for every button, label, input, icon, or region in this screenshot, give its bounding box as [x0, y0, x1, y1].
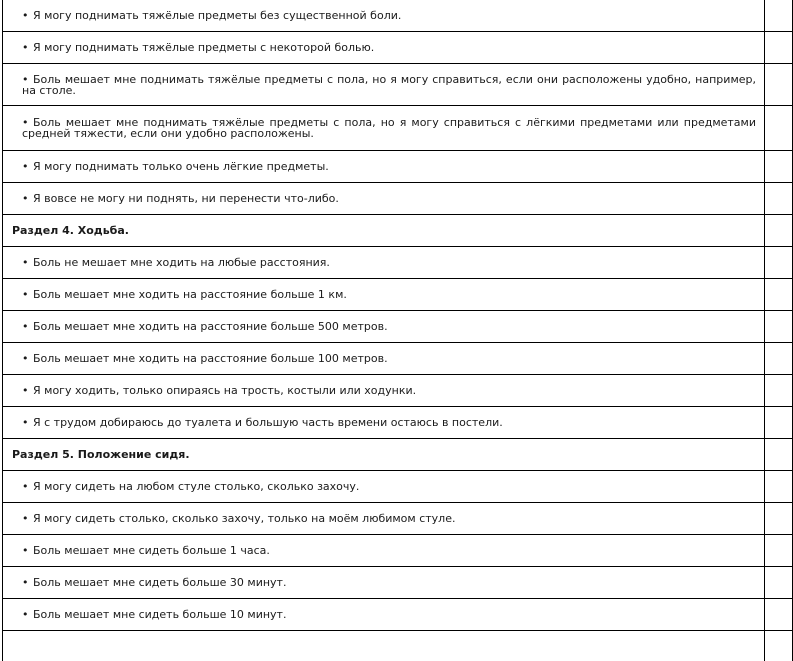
- option-cell: [3, 64, 765, 106]
- score-cell[interactable]: [765, 106, 793, 151]
- table-row: [3, 599, 793, 631]
- score-cell[interactable]: [765, 471, 793, 503]
- bullet-icon: •: [22, 481, 33, 492]
- section-heading: Раздел 4. Ходьба.: [3, 215, 765, 247]
- bullet-icon: •: [22, 74, 33, 85]
- score-cell[interactable]: [765, 311, 793, 343]
- option-cell: [3, 503, 765, 535]
- score-cell[interactable]: [765, 567, 793, 599]
- option-cell: [3, 247, 765, 279]
- option-cell: [3, 106, 765, 151]
- score-cell[interactable]: [765, 279, 793, 311]
- bullet-icon: •: [22, 417, 33, 428]
- option-text: Я могу поднимать тяжёлые предметы с некоторой болью.: [33, 41, 374, 54]
- table-row: [3, 106, 793, 151]
- option-cell: [3, 631, 765, 661]
- option-cell: [3, 535, 765, 567]
- option-text: Боль мешает мне сидеть больше 30 минут.: [33, 576, 286, 589]
- score-cell[interactable]: [765, 247, 793, 279]
- option-cell: [3, 151, 765, 183]
- score-cell: [765, 439, 793, 471]
- option-text: Боль не мешает мне ходить на любые расстояния.: [33, 256, 330, 269]
- score-cell: [765, 215, 793, 247]
- option-text: Я могу сидеть столько, сколько захочу, только на моём любимом стуле.: [33, 512, 455, 525]
- bullet-icon: •: [22, 289, 33, 300]
- option-cell: [3, 407, 765, 439]
- option-cell: [3, 279, 765, 311]
- section-row: [3, 439, 793, 471]
- score-cell[interactable]: [765, 151, 793, 183]
- score-cell[interactable]: [765, 407, 793, 439]
- bullet-icon: •: [22, 545, 33, 556]
- bullet-icon: •: [22, 513, 33, 524]
- option-text: Боль мешает мне сидеть больше 1 часа.: [33, 544, 270, 557]
- score-cell[interactable]: [765, 64, 793, 106]
- bullet-icon: •: [22, 193, 33, 204]
- option-text: Я вовсе не могу ни поднять, ни перенести что-либо.: [33, 192, 339, 205]
- option-cell: [3, 32, 765, 64]
- option-text: Боль мешает мне поднимать тяжёлые предметы с пола, но я могу справиться с лёгкими предметами или предметами средней тяжести, если они удобно расположены.: [22, 116, 756, 140]
- option-cell: [3, 375, 765, 407]
- table-row: [3, 407, 793, 439]
- option-text: Я могу поднимать только очень лёгкие предметы.: [33, 160, 329, 173]
- option-text: Я могу поднимать тяжёлые предметы без существенной боли.: [33, 9, 401, 22]
- table-row: [3, 631, 793, 661]
- bullet-icon: •: [22, 321, 33, 332]
- option-text: Боль мешает мне ходить на расстояние больше 1 км.: [33, 288, 347, 301]
- score-cell[interactable]: [765, 32, 793, 64]
- option-cell: [3, 311, 765, 343]
- bullet-icon: •: [22, 10, 33, 21]
- option-cell: [3, 0, 765, 32]
- score-cell[interactable]: [765, 375, 793, 407]
- table-row: [3, 247, 793, 279]
- bullet-icon: •: [22, 42, 33, 53]
- option-text: Боль мешает мне сидеть больше 10 минут.: [33, 608, 286, 621]
- table-row: [3, 567, 793, 599]
- score-cell[interactable]: [765, 183, 793, 215]
- questionnaire-table: [2, 0, 793, 661]
- option-text: Боль мешает мне поднимать тяжёлые предметы с пола, но я могу справиться, если они расположены удобно, например, на столе.: [22, 73, 756, 97]
- section-heading: Раздел 5. Положение сидя.: [3, 439, 765, 471]
- table-row: [3, 151, 793, 183]
- option-text: Я могу сидеть на любом стуле столько, сколько захочу.: [33, 480, 359, 493]
- section-row: [3, 215, 793, 247]
- option-cell: [3, 471, 765, 503]
- bullet-icon: •: [22, 161, 33, 172]
- option-cell: [3, 343, 765, 375]
- score-cell[interactable]: [765, 631, 793, 661]
- option-text: Боль мешает мне ходить на расстояние больше 100 метров.: [33, 352, 388, 365]
- score-cell[interactable]: [765, 0, 793, 32]
- table-row: [3, 32, 793, 64]
- table-row: [3, 311, 793, 343]
- table-row: [3, 64, 793, 106]
- bullet-icon: •: [22, 257, 33, 268]
- bullet-icon: •: [22, 385, 33, 396]
- option-text: Я могу ходить, только опираясь на трость, костыли или ходунки.: [33, 384, 416, 397]
- option-cell: [3, 183, 765, 215]
- option-cell: [3, 599, 765, 631]
- table-row: [3, 279, 793, 311]
- table-row: [3, 375, 793, 407]
- table-row: [3, 535, 793, 567]
- bullet-icon: •: [22, 117, 33, 128]
- option-text: Я с трудом добираюсь до туалета и большую часть времени остаюсь в постели.: [33, 416, 503, 429]
- bullet-icon: •: [22, 609, 33, 620]
- table-row: [3, 343, 793, 375]
- score-cell[interactable]: [765, 599, 793, 631]
- option-text: Боль мешает мне ходить на расстояние больше 500 метров.: [33, 320, 388, 333]
- questionnaire-body: [3, 0, 793, 661]
- option-cell: [3, 567, 765, 599]
- table-row: [3, 471, 793, 503]
- bullet-icon: •: [22, 577, 33, 588]
- table-row: [3, 183, 793, 215]
- table-row: [3, 0, 793, 32]
- score-cell[interactable]: [765, 535, 793, 567]
- score-cell[interactable]: [765, 343, 793, 375]
- table-row: [3, 503, 793, 535]
- score-cell[interactable]: [765, 503, 793, 535]
- bullet-icon: •: [22, 353, 33, 364]
